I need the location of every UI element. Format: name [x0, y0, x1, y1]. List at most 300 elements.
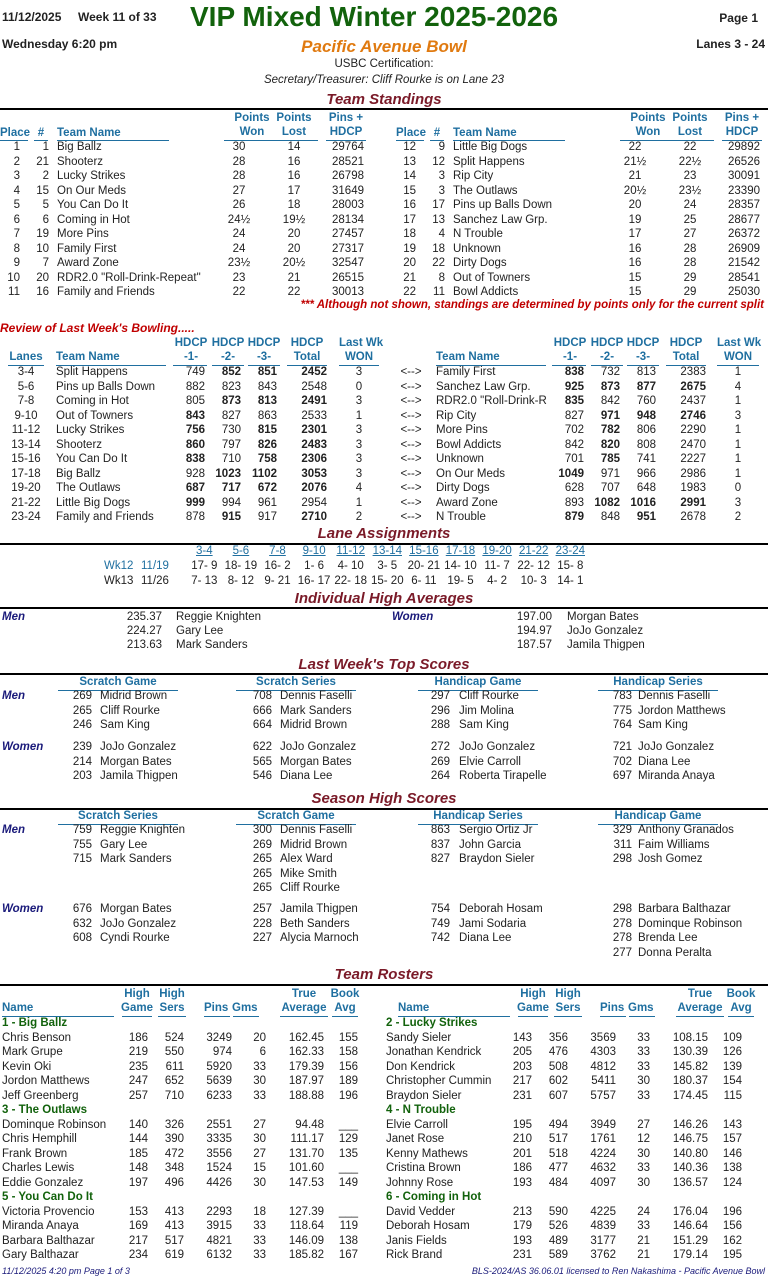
bowler-name: JoJo Gonzalez	[280, 741, 357, 753]
pins: 3556	[206, 1147, 232, 1160]
games-won: 3	[355, 395, 363, 407]
hdcp-total: 2452	[301, 366, 327, 378]
game-score: 863	[257, 409, 277, 422]
col-header: Gms	[232, 1002, 258, 1014]
high-game: 186	[512, 1162, 532, 1174]
high-series: 550	[164, 1046, 184, 1058]
team-number: 21	[36, 155, 49, 168]
games-won: 4	[734, 380, 742, 393]
game-score: 815	[257, 424, 277, 436]
game-score: 648	[636, 482, 656, 494]
pins-hdcp: 29892	[728, 141, 760, 153]
col-header: Lanes	[9, 351, 43, 363]
week-indicator: Week 11 of 33	[78, 10, 157, 24]
divider	[0, 984, 768, 986]
team-name: RDR2.0 "Roll-Drink-R	[436, 395, 547, 407]
col-header: Name	[2, 1002, 34, 1014]
pins-hdcp: 28521	[332, 155, 364, 168]
col-header: Team Name	[436, 351, 500, 363]
book-average: ___	[338, 1118, 358, 1131]
col-header: HDCP	[329, 126, 363, 138]
col-header: High	[555, 988, 581, 1000]
player-name: Deborah Hosam	[386, 1220, 470, 1232]
score-category: Scratch Series	[256, 676, 336, 688]
game-score: 741	[636, 453, 656, 465]
game-score: 951	[636, 511, 656, 523]
book-average: 115	[723, 1089, 742, 1102]
bowler-name: Morgan Bates	[280, 755, 352, 768]
games-won: 3	[355, 424, 363, 436]
game-score: 760	[636, 395, 656, 407]
vs-arrow: <-->	[400, 511, 422, 523]
points-won: 20	[628, 199, 642, 211]
true-average: 140.80	[672, 1147, 708, 1160]
book-average: 155	[338, 1031, 358, 1044]
high-series: 413	[164, 1205, 184, 1218]
game-score: 806	[636, 424, 656, 436]
col-header: #	[433, 127, 441, 139]
hdcp-total: 3053	[301, 467, 327, 480]
hdcp-total: 2675	[680, 380, 706, 393]
score-value: 265	[72, 704, 92, 717]
bowling-center: Pacific Avenue Bowl	[301, 37, 467, 56]
pins: 3249	[206, 1031, 232, 1044]
team-name: Bowl Addicts	[436, 438, 502, 451]
games: 33	[637, 1060, 650, 1073]
points-won: 15	[628, 271, 642, 284]
pins-hdcp: 26798	[332, 170, 364, 182]
pins: 5639	[206, 1075, 232, 1087]
bowler-name: Cliff Rourke	[280, 882, 340, 894]
hdcp-total: 2290	[680, 424, 706, 436]
col-header: True	[291, 988, 317, 1000]
game-score: 827	[221, 409, 241, 422]
lanes: 3-4	[17, 366, 35, 378]
pins: 4097	[590, 1176, 616, 1189]
book-average: 149	[338, 1176, 358, 1189]
pins: 4821	[206, 1234, 232, 1247]
book-average: 154	[722, 1075, 742, 1087]
score-value: 702	[612, 755, 632, 768]
vs-arrow: <-->	[400, 496, 422, 509]
lane-pairing: 8- 12	[227, 574, 254, 587]
games: 33	[637, 1031, 650, 1044]
games-won: 3	[734, 496, 742, 509]
col-header: WON	[723, 351, 753, 363]
team-rosters-title: Team Rosters	[334, 966, 434, 983]
score-value: 708	[252, 690, 272, 702]
points-won: 28	[232, 170, 246, 182]
col-header: #	[37, 127, 45, 139]
pins-hdcp: 27317	[332, 242, 364, 255]
lanes: 17-18	[11, 467, 41, 480]
lane-pair-header: 11-12	[336, 545, 365, 557]
lane-assignments-title: Lane Assignments	[317, 525, 451, 542]
team-number: 9	[438, 141, 445, 153]
average-value: 197.00	[516, 611, 552, 623]
points-lost: 28	[683, 257, 697, 269]
score-value: 715	[72, 853, 92, 865]
secretary-note: Secretary/Treasurer: Cliff Rourke is on Lane 23	[263, 74, 505, 86]
bowler-name: Mike Smith	[280, 867, 337, 880]
bowler-name: JoJo Gonzalez	[459, 741, 536, 753]
games: 18	[253, 1205, 266, 1218]
team-name: N Trouble	[436, 511, 486, 523]
player-name: Jeff Greenberg	[2, 1089, 79, 1102]
high-series: 602	[548, 1075, 568, 1087]
points-lost: 25	[683, 213, 697, 226]
game-score: 827	[564, 409, 584, 422]
team-name: You Can Do It	[57, 199, 129, 211]
points-lost: 17	[287, 184, 301, 197]
header-underline	[332, 1016, 358, 1017]
game-score: 961	[257, 496, 277, 509]
lane-pairing: 22- 18	[334, 574, 367, 587]
place: 9	[13, 257, 20, 269]
hdcp-total: 2678	[680, 511, 706, 523]
book-average: 135	[338, 1147, 358, 1160]
true-average: 188.88	[288, 1089, 324, 1102]
points-won: 28	[232, 155, 246, 168]
book-average: 195	[722, 1249, 742, 1261]
col-header: Lost	[677, 126, 703, 138]
col-header: Name	[398, 1002, 430, 1014]
game-score: 948	[636, 409, 656, 422]
book-average: 167	[338, 1249, 358, 1261]
team-name: On Our Meds	[436, 467, 506, 480]
game-score: 842	[600, 395, 620, 407]
team-number: 5	[42, 199, 49, 211]
bowler-name: Diana Lee	[638, 755, 691, 768]
high-series: 652	[164, 1075, 184, 1087]
true-average: 146.64	[672, 1220, 708, 1232]
team-name: Little Big Dogs	[56, 496, 131, 509]
score-value: 783	[612, 690, 632, 702]
header-underline	[122, 1016, 152, 1017]
high-game: 217	[128, 1234, 148, 1247]
score-value: 298	[612, 853, 632, 865]
col-header: HDCP	[553, 337, 587, 349]
col-header: -1-	[183, 351, 199, 363]
high-series: 356	[548, 1031, 568, 1044]
high-series: 518	[548, 1147, 568, 1160]
pins-hdcp: 30013	[332, 286, 364, 298]
score-category: Scratch Series	[78, 810, 158, 822]
bowler-name: Diana Lee	[280, 770, 333, 782]
col-header: Game	[121, 1002, 153, 1014]
bowler-name: Reggie Knighten	[100, 824, 186, 836]
place: 15	[403, 184, 416, 197]
true-average: 147.53	[288, 1176, 324, 1189]
bowler-name: JoJo Gonzalez	[638, 741, 715, 753]
last-week-top-title: Last Week's Top Scores	[298, 656, 470, 673]
book-average: 138	[722, 1162, 742, 1174]
header-underline	[233, 1016, 259, 1017]
games: 15	[253, 1162, 266, 1174]
team-number: 11	[433, 286, 445, 298]
col-header: Average	[281, 1002, 327, 1014]
team-number: 15	[36, 184, 49, 197]
pins: 6233	[206, 1089, 232, 1102]
games: 21	[637, 1234, 650, 1247]
hdcp-total: 2986	[680, 467, 706, 480]
col-header: Won	[239, 126, 265, 138]
place: 8	[13, 242, 20, 255]
bowler-name: Barbara Balthazar	[638, 903, 731, 915]
team-name: Award Zone	[57, 257, 119, 269]
average-value: 194.97	[516, 625, 552, 637]
col-header: Book	[726, 988, 756, 1000]
season-high-title: Season High Scores	[311, 790, 457, 807]
player-name: Cristina Brown	[386, 1162, 461, 1174]
points-lost: 22	[287, 286, 301, 298]
true-average: 146.26	[672, 1118, 708, 1131]
high-game: 153	[128, 1205, 148, 1218]
pins: 4839	[590, 1220, 616, 1232]
lane-pairing: 3- 5	[377, 560, 398, 572]
col-header: Sers	[555, 1002, 581, 1014]
true-average: 151.29	[672, 1234, 708, 1247]
col-header: Points	[672, 112, 708, 124]
high-series: 476	[548, 1046, 568, 1058]
true-average: 179.14	[672, 1249, 708, 1261]
bowler-name: Elvie Carroll	[459, 755, 521, 768]
team-heading: 2 - Lucky Strikes	[386, 1017, 478, 1029]
score-value: 264	[430, 770, 450, 782]
score-value: 329	[612, 824, 632, 836]
score-value: 227	[252, 932, 272, 944]
bowler-name: Miranda Anaya	[638, 770, 715, 782]
lane-pairing: 16- 17	[297, 574, 331, 587]
pins-hdcp: 28357	[728, 199, 760, 211]
league-date: 11/12/2025	[2, 10, 62, 24]
score-value: 269	[430, 755, 450, 768]
high-game: 197	[128, 1176, 148, 1189]
game-score: 823	[221, 380, 241, 393]
true-average: 130.39	[672, 1046, 708, 1058]
game-score: 843	[185, 409, 205, 422]
score-value: 296	[430, 704, 450, 717]
team-name: Pins up Balls Down	[453, 199, 553, 211]
pins-hdcp: 27457	[332, 228, 364, 240]
true-average: 162.45	[288, 1031, 324, 1044]
team-name: Rip City	[453, 170, 494, 182]
col-header: Avg	[334, 1002, 356, 1014]
score-value: 203	[72, 770, 92, 782]
points-lost: 29	[683, 271, 697, 284]
team-name: Family and Friends	[56, 511, 154, 523]
score-value: 311	[613, 838, 632, 851]
men-label: Men	[2, 611, 25, 623]
games: 27	[253, 1147, 266, 1160]
games: 30	[253, 1176, 266, 1189]
place: 14	[403, 170, 416, 182]
score-value: 278	[612, 917, 632, 930]
average-value: 213.63	[126, 639, 162, 651]
col-header: Book	[330, 988, 360, 1000]
book-average: 146	[722, 1147, 742, 1160]
col-header: Average	[677, 1002, 723, 1014]
header-underline	[158, 1016, 186, 1017]
player-name: Frank Brown	[2, 1147, 68, 1160]
bowler-name: John Garcia	[459, 838, 522, 851]
bowler-name: Dennis Faselli	[280, 690, 353, 702]
average-value: 235.37	[126, 611, 162, 623]
game-score: 851	[257, 366, 277, 378]
game-score: 758	[257, 453, 277, 465]
team-name: Little Big Dogs	[453, 141, 528, 153]
games: 33	[637, 1089, 650, 1102]
score-value: 742	[430, 932, 450, 944]
score-category: Handicap Series	[433, 810, 523, 822]
col-header: -3-	[635, 351, 651, 363]
game-score: 971	[600, 409, 620, 422]
col-header: Won	[635, 126, 661, 138]
bowler-name: Roberta Tirapelle	[459, 770, 547, 782]
game-score: 797	[221, 438, 241, 451]
high-series: 472	[164, 1147, 184, 1160]
true-average: 179.39	[288, 1060, 324, 1073]
games-won: 3	[355, 438, 363, 451]
pins-hdcp: 21542	[728, 257, 760, 269]
points-won: 15	[628, 286, 642, 298]
points-lost: 20	[287, 228, 301, 240]
true-average: 145.82	[672, 1060, 708, 1073]
lane-pairing: 7- 13	[191, 574, 218, 587]
team-name: You Can Do It	[56, 453, 128, 465]
lane-pairing: 6- 11	[411, 574, 437, 587]
hdcp-total: 2483	[301, 438, 327, 451]
score-value: 565	[252, 755, 272, 768]
lanes: 7-8	[17, 395, 35, 407]
col-header: Team Name	[453, 127, 517, 139]
team-name: Sanchez Law Grp.	[436, 380, 531, 393]
book-average: 124	[722, 1176, 742, 1189]
points-won: 22	[628, 141, 642, 153]
lane-pairing: 11- 7	[484, 560, 510, 572]
game-score: 999	[185, 496, 205, 509]
player-name: Jonathan Kendrick	[386, 1046, 482, 1058]
score-value: 269	[72, 690, 92, 702]
men-label: Men	[2, 690, 25, 702]
team-name: More Pins	[436, 424, 488, 436]
games-won: 2	[734, 511, 742, 523]
team-name: Award Zone	[436, 496, 498, 509]
game-score: 966	[636, 467, 656, 480]
week-label: Wk13	[104, 574, 134, 587]
pins-hdcp: 26372	[728, 228, 760, 240]
col-header: Pins +	[724, 112, 760, 124]
hdcp-total: 2746	[680, 409, 706, 422]
team-number: 6	[42, 213, 49, 226]
high-game: 140	[128, 1118, 148, 1131]
place: 7	[13, 228, 20, 240]
pins: 3762	[590, 1249, 616, 1261]
team-name: Lucky Strikes	[56, 424, 125, 436]
high-averages-title: Individual High Averages	[294, 590, 474, 607]
game-score: 852	[221, 366, 241, 378]
vs-arrow: <-->	[400, 482, 422, 494]
place: 3	[13, 170, 20, 182]
vs-arrow: <-->	[400, 395, 422, 407]
league-title: VIP Mixed Winter 2025-2026	[190, 1, 559, 32]
pins: 974	[212, 1046, 232, 1058]
score-value: 632	[72, 917, 92, 930]
col-header: HDCP	[725, 126, 759, 138]
games-won: 1	[734, 424, 742, 436]
games: 33	[253, 1249, 266, 1261]
high-series: 710	[164, 1089, 184, 1102]
header-underline	[600, 1016, 626, 1017]
lane-pair-header: 21-22	[518, 545, 549, 557]
book-average: 196	[722, 1205, 742, 1218]
score-value: 214	[72, 755, 92, 768]
col-header: High	[520, 988, 546, 1000]
score-value: 608	[72, 932, 92, 944]
col-header: True	[687, 988, 713, 1000]
points-lost: 24	[683, 199, 697, 211]
lanes-range: Lanes 3 - 24	[696, 37, 765, 51]
games-won: 0	[355, 380, 363, 393]
high-game: 257	[128, 1089, 148, 1102]
bowler-name: Faim Williams	[638, 838, 710, 851]
games-won: 3	[355, 366, 363, 378]
col-header: Last Wk	[717, 337, 762, 349]
points-won: 24	[232, 242, 246, 255]
team-number: 22	[432, 257, 445, 269]
team-number: 2	[42, 170, 49, 182]
vs-arrow: <-->	[400, 366, 422, 378]
score-value: 300	[252, 824, 272, 836]
score-value: 775	[612, 704, 632, 717]
games-won: 1	[734, 467, 742, 480]
lane-pairing: 18- 19	[224, 560, 258, 572]
team-name: The Outlaws	[56, 482, 121, 494]
high-series: 607	[548, 1089, 568, 1102]
high-series: 413	[164, 1220, 184, 1232]
bowler-name: Jamila Thigpen	[567, 639, 645, 651]
place: 17	[403, 213, 416, 226]
bowler-name: Sam King	[100, 719, 150, 731]
team-name: Lucky Strikes	[57, 170, 126, 182]
points-lost: 21	[287, 271, 301, 284]
game-score: 1023	[215, 467, 241, 480]
team-name: More Pins	[57, 228, 109, 240]
high-game: 217	[512, 1075, 532, 1087]
high-series: 477	[548, 1162, 568, 1174]
pins-hdcp: 28677	[728, 213, 760, 226]
score-value: 265	[252, 882, 272, 894]
team-name: Pins up Balls Down	[56, 380, 156, 393]
games: 33	[637, 1220, 650, 1232]
col-header: -2-	[599, 351, 615, 363]
vs-arrow: <-->	[400, 467, 422, 480]
game-score: 971	[600, 467, 620, 480]
bowler-name: Alycia Marnoch	[280, 932, 359, 944]
game-score: 893	[564, 496, 584, 509]
team-name: Out of Towners	[56, 409, 134, 422]
lane-pair-header: 3-4	[195, 545, 213, 557]
game-score: 805	[185, 395, 205, 407]
team-name: Dirty Dogs	[453, 257, 507, 269]
player-name: Barbara Balthazar	[2, 1234, 95, 1247]
high-game: 231	[512, 1249, 532, 1261]
player-name: Rick Brand	[386, 1249, 443, 1261]
book-average: 156	[338, 1060, 358, 1073]
book-average: 156	[722, 1220, 742, 1232]
pins: 6132	[206, 1249, 232, 1261]
player-name: Miranda Anaya	[2, 1220, 79, 1232]
